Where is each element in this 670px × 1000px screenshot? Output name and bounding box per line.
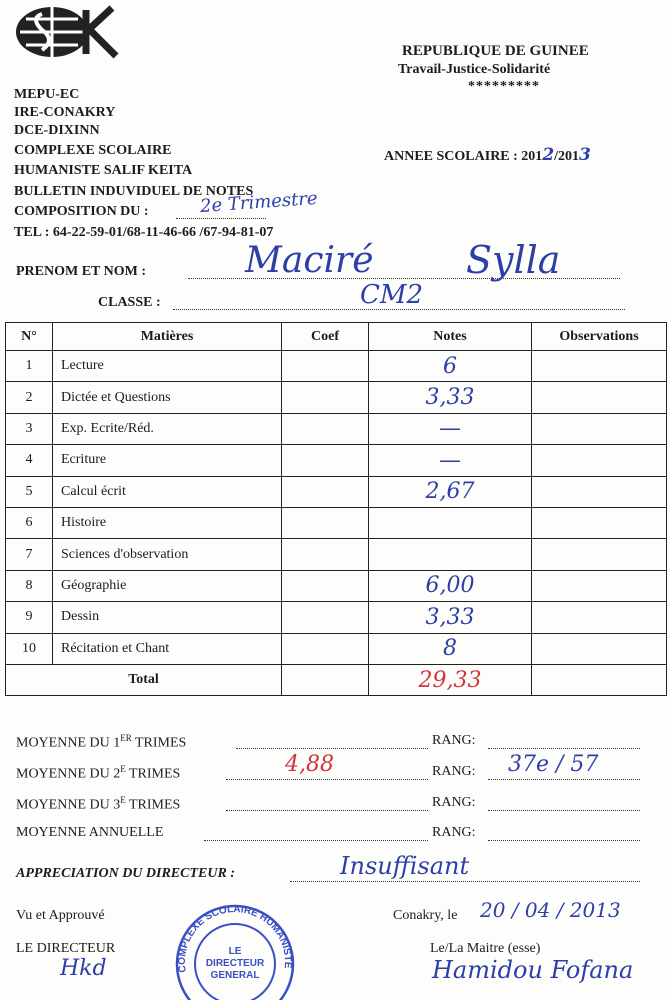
row-subject: Exp. Ecrite/Réd. xyxy=(53,413,282,444)
row-coef xyxy=(282,570,369,601)
motto: Travail-Justice-Solidarité xyxy=(398,62,551,77)
school-stamp xyxy=(170,902,300,1000)
school-logo xyxy=(12,2,122,60)
row-coef xyxy=(282,507,369,538)
table-row xyxy=(6,476,667,507)
last-name: Sylla xyxy=(466,238,561,282)
composition-dots xyxy=(176,218,266,219)
rang-label: RANG: xyxy=(432,733,476,748)
moyenne-dots xyxy=(226,779,428,780)
first-name: Maciré xyxy=(245,240,374,281)
rang-dots xyxy=(488,810,640,811)
place-label: Conakry, le xyxy=(393,908,458,923)
row-num: 1 xyxy=(6,351,53,382)
row-coef xyxy=(282,382,369,413)
composition-value: 2e Trimestre xyxy=(199,187,319,218)
row-num: 10 xyxy=(6,633,53,664)
row-coef xyxy=(282,445,369,476)
vu-approuve: Vu et Approuvé xyxy=(16,908,105,923)
moyenne-sup: E xyxy=(120,764,126,774)
row-num: 5 xyxy=(6,476,53,507)
moyenne-label: MOYENNE DU 2 xyxy=(16,766,121,782)
moyenne-line xyxy=(16,795,180,814)
row-note: 3,33 xyxy=(369,602,532,633)
moyenne-dots xyxy=(204,840,428,841)
total-row xyxy=(6,664,667,695)
stamp-center-line: DIRECTEUR xyxy=(205,958,265,969)
row-num: 8 xyxy=(6,570,53,601)
rang-dots xyxy=(488,748,640,749)
composition-label: COMPOSITION DU : xyxy=(14,204,149,219)
rang-label: RANG: xyxy=(432,825,476,840)
maitre-label: Le/La Maitre (esse) xyxy=(430,941,541,956)
table-row xyxy=(6,382,667,413)
telephone: TEL : 64-22-59-01/68-11-46-66 /67-94-81-07 xyxy=(14,225,274,240)
rang-dots xyxy=(488,779,640,780)
moyenne-line xyxy=(16,764,180,783)
name-label: PRENOM ET NOM : xyxy=(16,264,147,279)
row-subject: Calcul écrit xyxy=(53,476,282,507)
row-observation xyxy=(532,633,667,664)
header-num: N° xyxy=(6,323,53,351)
row-num: 3 xyxy=(6,413,53,444)
moyenne-sup: ER xyxy=(120,733,132,743)
row-observation xyxy=(532,445,667,476)
header-notes: Notes xyxy=(369,323,532,351)
directeur-label: LE DIRECTEUR xyxy=(16,941,116,956)
moyenne-label: MOYENNE DU 3 xyxy=(16,797,121,813)
row-observation xyxy=(532,507,667,538)
row-observation xyxy=(532,382,667,413)
rang-label: RANG: xyxy=(432,764,476,779)
left-header-line: HUMANISTE SALIF KEITA xyxy=(14,163,193,178)
row-coef xyxy=(282,476,369,507)
country-title: REPUBLIQUE DE GUINEE xyxy=(402,43,589,59)
annee-year2: 3 xyxy=(579,145,591,165)
left-header-line: MEPU-EC xyxy=(14,87,80,102)
header-coef: Coef xyxy=(282,323,369,351)
stars: ********* xyxy=(468,79,540,94)
row-observation xyxy=(532,413,667,444)
row-subject: Ecriture xyxy=(53,445,282,476)
rang-value: 37e / 57 xyxy=(508,752,599,777)
row-note: 8 xyxy=(369,633,532,664)
directeur-signature: Hkd xyxy=(60,956,107,981)
row-coef xyxy=(282,413,369,444)
moyenne-rest: TRIMES xyxy=(131,735,187,751)
total-value: 29,33 xyxy=(369,664,532,695)
row-subject: Récitation et Chant xyxy=(53,633,282,664)
total-label: Total xyxy=(6,664,282,695)
date-value: 20 / 04 / 2013 xyxy=(480,898,621,922)
table-row xyxy=(6,351,667,382)
rang-label: RANG: xyxy=(432,795,476,810)
row-note xyxy=(369,507,532,538)
table-row xyxy=(6,539,667,570)
annee-mid: /201 xyxy=(554,149,580,164)
stamp-ring-text: COMPLEXE SCOLAIRE HUMANISTE xyxy=(176,903,294,974)
moyenne-sup: E xyxy=(120,795,126,805)
left-header-line: BULLETIN INDUVIDUEL DE NOTES xyxy=(14,184,254,199)
row-note: 2,67 xyxy=(369,476,532,507)
stamp-center-line: GENERAL xyxy=(210,970,260,981)
annee-year1: 2 xyxy=(542,145,555,165)
row-subject: Lecture xyxy=(53,351,282,382)
total-coef xyxy=(282,664,369,695)
row-note: 6,00 xyxy=(369,570,532,601)
appreciation-label: APPRECIATION DU DIRECTEUR : xyxy=(16,866,235,881)
row-subject: Sciences d'observation xyxy=(53,539,282,570)
moyenne-rest: TRIMES xyxy=(125,797,181,813)
row-observation xyxy=(532,539,667,570)
moyenne-value: 4,88 xyxy=(285,752,334,777)
total-observation xyxy=(532,664,667,695)
left-header-line: IRE-CONAKRY xyxy=(14,105,116,120)
left-header-line: DCE-DIXINN xyxy=(14,123,100,138)
row-note xyxy=(369,539,532,570)
row-note: — xyxy=(369,445,532,476)
moyenne-label: MOYENNE ANNUELLE xyxy=(16,825,164,840)
row-coef xyxy=(282,633,369,664)
row-note: — xyxy=(369,413,532,444)
annee-label: ANNEE SCOLAIRE : 201 xyxy=(384,149,543,164)
row-observation xyxy=(532,602,667,633)
table-row xyxy=(6,633,667,664)
row-num: 2 xyxy=(6,382,53,413)
row-note: 6 xyxy=(369,351,532,382)
moyenne-dots xyxy=(236,748,428,749)
row-observation xyxy=(532,476,667,507)
table-row xyxy=(6,602,667,633)
left-header-line: COMPLEXE SCOLAIRE xyxy=(14,143,172,158)
table-row xyxy=(6,570,667,601)
appreciation-value: Insuffisant xyxy=(340,852,470,880)
stamp-center-text xyxy=(206,946,265,981)
moyenne-line xyxy=(16,733,186,752)
maitre-signature: Hamidou Fofana xyxy=(432,956,634,984)
row-observation xyxy=(532,570,667,601)
row-num: 6 xyxy=(6,507,53,538)
row-num: 4 xyxy=(6,445,53,476)
row-subject: Dessin xyxy=(53,602,282,633)
row-subject: Histoire xyxy=(53,507,282,538)
moyenne-label: MOYENNE DU 1 xyxy=(16,735,121,751)
row-coef xyxy=(282,539,369,570)
row-num: 9 xyxy=(6,602,53,633)
appreciation-dots xyxy=(290,881,640,882)
table-header-row xyxy=(6,323,667,351)
class-label: CLASSE : xyxy=(98,295,161,310)
table-row xyxy=(6,507,667,538)
class-value: CM2 xyxy=(360,280,424,310)
grades-table xyxy=(5,322,667,696)
row-coef xyxy=(282,351,369,382)
row-coef xyxy=(282,602,369,633)
row-subject: Dictée et Questions xyxy=(53,382,282,413)
stamp-center-line: LE xyxy=(228,946,242,957)
table-row xyxy=(6,413,667,444)
moyenne-rest: TRIMES xyxy=(125,766,181,782)
row-num: 7 xyxy=(6,539,53,570)
row-observation xyxy=(532,351,667,382)
moyenne-dots xyxy=(226,810,428,811)
annee-scolaire xyxy=(384,145,591,165)
header-observations: Observations xyxy=(532,323,667,351)
table-row xyxy=(6,445,667,476)
header-subject: Matières xyxy=(53,323,282,351)
rang-dots xyxy=(488,840,640,841)
row-note: 3,33 xyxy=(369,382,532,413)
row-subject: Géographie xyxy=(53,570,282,601)
moyenne-line xyxy=(16,825,163,841)
